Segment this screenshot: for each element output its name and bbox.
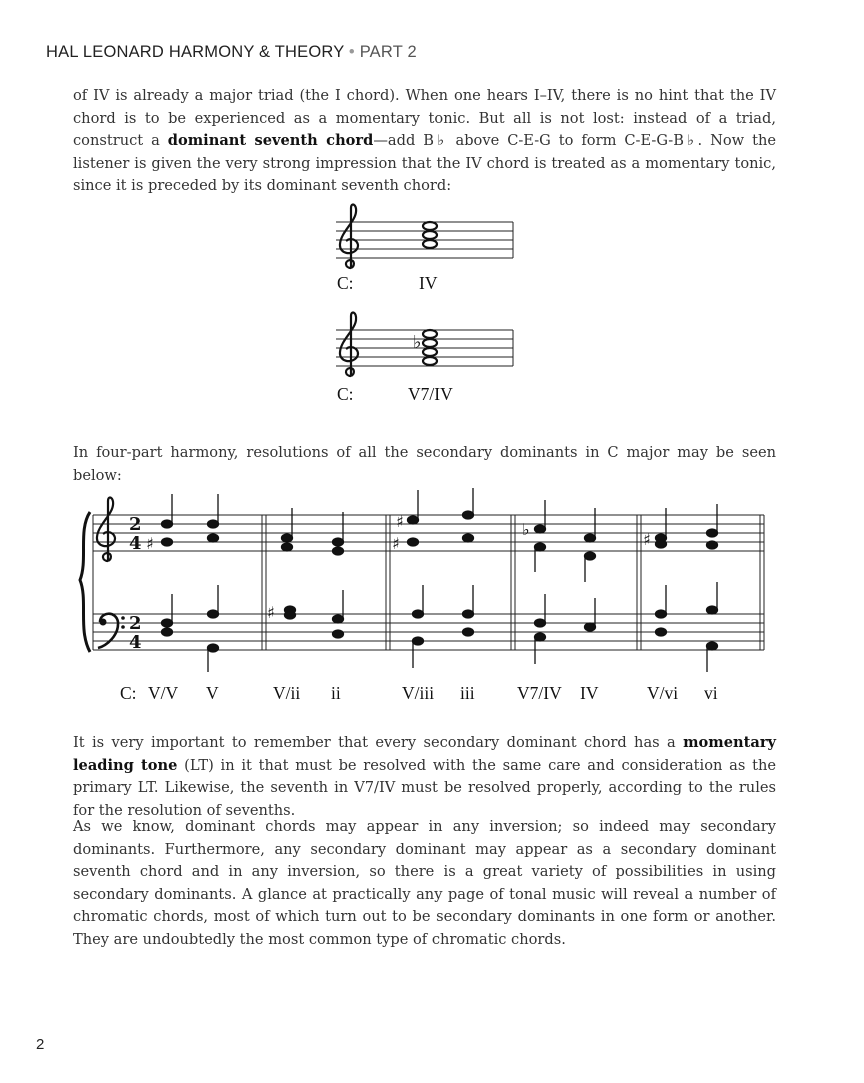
sharp-icon: ♯ <box>396 512 404 531</box>
label-iv: IV <box>580 683 599 703</box>
chord-notes <box>162 488 718 672</box>
sharp-icon: ♯ <box>267 603 275 622</box>
example1-key-2: C: <box>337 384 354 404</box>
example2-key: C: <box>120 683 137 703</box>
label-v-of-v: V/V <box>148 683 179 703</box>
flat-icon: ♭ <box>522 520 530 539</box>
label-v-of-iii: V/iii <box>402 683 435 703</box>
term-momentary-leading-tone: momentary leading tone <box>73 734 776 774</box>
paragraph-inversions: As we know, dominant chords may appear in any inversion; so indeed may secondary dominants. Furthermore, any secondary dominant may appear as a secondary dominant seventh chord and in any inversion, so there is a great variety of possibilities in using secondary dominants. A glance at practically any page of tonal music will reveal a number of chromatic chords, most of which turn out to be secondary dominants in one form or another. They are undoubtedly the most common type of chromatic chords. <box>73 818 776 948</box>
sharp-icon: ♯ <box>392 534 400 553</box>
sharp-icon: ♯ <box>146 534 154 553</box>
time-signature <box>129 514 142 653</box>
svg-text:4: 4 <box>129 632 142 653</box>
example1-chord-v7-of-iv: V7/IV <box>408 384 453 404</box>
example1-chord-iv: IV <box>419 273 438 293</box>
label-v: V <box>206 683 219 703</box>
svg-text:4: 4 <box>129 533 142 554</box>
bass-clef-icon <box>98 614 125 648</box>
para1-text-a: of IV is already a major triad (the I chord). When one hears I–IV, there is no hint that the IV chord is to be experienced as a momentary tonic. But all is not lost: instead of a triad, construct a <box>73 87 776 150</box>
para3-text-b: (LT) in it that must be resolved with the same care and consideration as the primary LT. Likewise, the seventh in V7/IV must be resolved properly, according to the rules for the resolution of sevenths. <box>73 756 776 819</box>
svg-text:2: 2 <box>129 514 142 535</box>
page-number: 2 <box>36 1036 45 1053</box>
brace-icon <box>80 512 90 652</box>
sharp-icon: ♯ <box>643 530 651 549</box>
para1-text-b: —add B♭ above C-E-G to form C-E-G-B♭. Now the listener is given the very strong impression that the IV chord is treated as a momentary tonic, since it is preceded by its dominant seventh chord: <box>73 132 776 195</box>
paragraph-four-part: In four-part harmony, resolutions of all the secondary dominants in C major may be seen below: <box>73 444 776 484</box>
label-ii: ii <box>331 683 341 703</box>
svg-text:2: 2 <box>129 613 142 634</box>
example1-key-1: C: <box>337 273 354 293</box>
label-v-of-vi: V/vi <box>647 683 679 703</box>
header-bullet: • <box>348 43 355 61</box>
header-title: HAL LEONARD HARMONY & THEORY <box>46 43 345 61</box>
label-v7-of-iv: V7/IV <box>517 683 562 703</box>
label-vi: vi <box>704 683 718 703</box>
label-v-of-ii: V/ii <box>273 683 301 703</box>
para3-text-a: It is very important to remember that every secondary dominant chord has a <box>73 734 684 751</box>
header-part: PART 2 <box>359 43 417 61</box>
label-iii: iii <box>460 683 475 703</box>
term-dominant-seventh-chord: dominant seventh chord <box>167 132 374 150</box>
flat-icon: ♭ <box>413 332 422 353</box>
example1-chord-iv-notes <box>423 222 437 248</box>
